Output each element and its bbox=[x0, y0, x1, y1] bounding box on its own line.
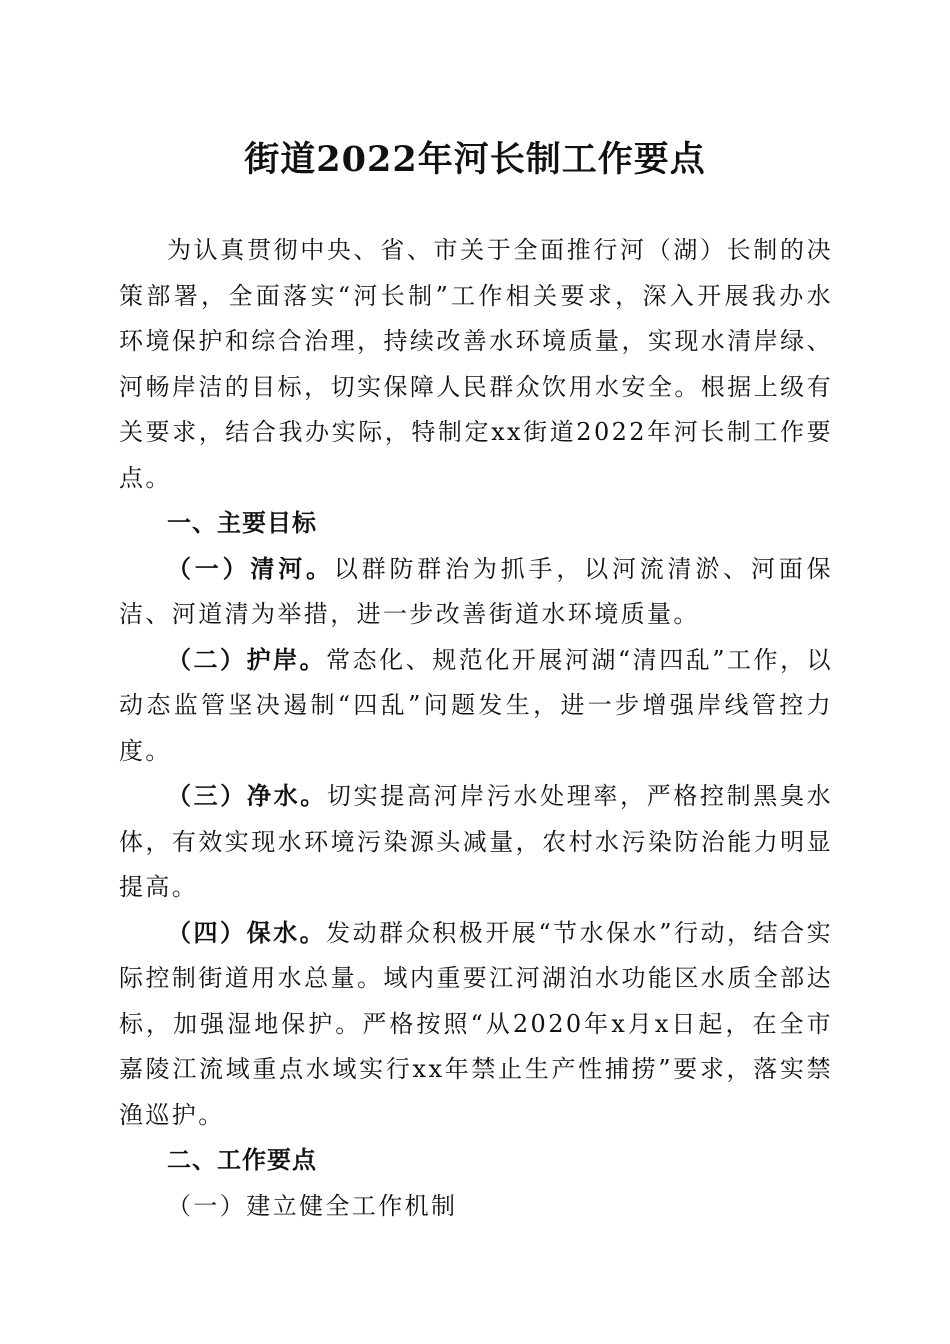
goal-item-lead: （二）护岸。 bbox=[167, 645, 327, 674]
goal-item-clean-river bbox=[119, 547, 833, 638]
goal-item-purify-water bbox=[119, 774, 833, 911]
intro-paragraph: 为认真贯彻中央、省、市关于全面推行河（湖）长制的决策部署，全面落实“河长制”工作相关要求，深入开展我办水环境保护和综合治理，持续改善水环境质量，实现水清岸绿、河畅岸洁的目标，切实保障人民群众饮用水安全。根据上级有关要求，结合我办实际，特制定xx街道2022年河长制工作要点。 bbox=[119, 236, 833, 492]
goal-item-lead: （一）清河。 bbox=[167, 554, 334, 583]
goal-item-text: 常态化、规范化开展河湖“清四乱”工作，以动态监管坚决遏制“四乱”问题发生，进一步增强岸线管控力度。 bbox=[119, 645, 833, 765]
goal-item-lead: （三）净水。 bbox=[167, 782, 327, 810]
goal-item-text: 切实提高河岸污水处理率，严格控制黑臭水体，有效实现水环境污染源头减量，农村水污染防治能力明显提高。 bbox=[119, 782, 833, 901]
section-heading-work-points: 二、工作要点 bbox=[167, 1146, 317, 1174]
section-heading-main-goals: 一、主要目标 bbox=[167, 509, 317, 537]
goal-item-conserve-water bbox=[119, 911, 833, 1139]
goal-item-text: 发动群众积极开展“节水保水”行动，结合实际控制街道用水总量。域内重要江河湖泊水功能区水质全部达标，加强湿地保护。严格按照“从2020年x月x日起，在全市嘉陵江流域重点水域实行xx年禁止生产性捕捞”要求，落实禁渔巡护。 bbox=[119, 918, 833, 1129]
document-title: 街道2022年河长制工作要点 bbox=[244, 139, 706, 180]
goal-item-protect-bank bbox=[119, 638, 833, 775]
goal-item-lead: （四）保水。 bbox=[167, 918, 327, 947]
subsection-heading-work-mechanism: （一）建立健全工作机制 bbox=[167, 1191, 458, 1220]
goal-item-text: 以群防群治为抓手，以河流清淤、河面保洁、河道清为举措，进一步改善街道水环境质量。 bbox=[119, 554, 833, 628]
document-body bbox=[119, 228, 833, 1229]
